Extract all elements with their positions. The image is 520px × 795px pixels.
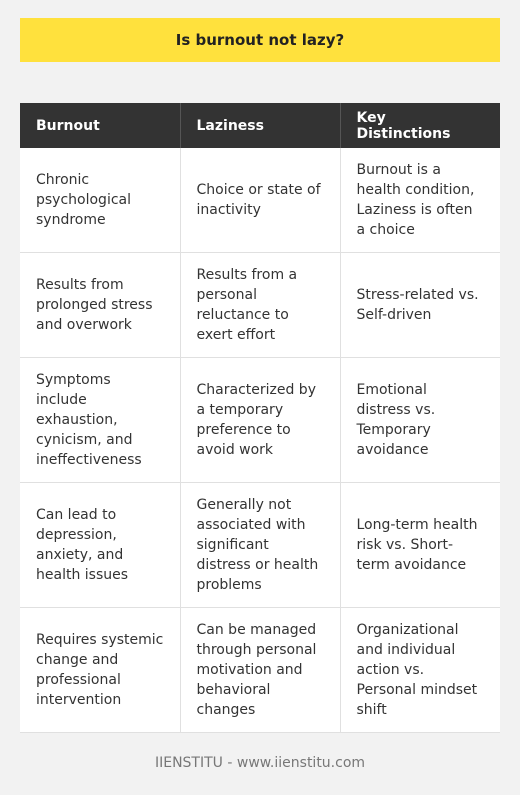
cell-laziness: Results from a personal reluctance to exert effort <box>180 252 340 357</box>
table-row <box>20 607 500 732</box>
page-title: Is burnout not lazy? <box>175 31 345 49</box>
cell-distinction: Long-term health risk vs. Short-term avoidance <box>340 482 500 607</box>
comparison-table <box>20 103 500 733</box>
cell-distinction: Burnout is a health condition, Laziness is often a choice <box>340 148 500 252</box>
cell-distinction: Stress-related vs. Self-driven <box>340 252 500 357</box>
table-header-row <box>20 103 500 148</box>
header-laziness: Laziness <box>180 103 340 148</box>
table-row <box>20 357 500 482</box>
cell-laziness: Choice or state of inactivity <box>180 148 340 252</box>
cell-laziness: Characterized by a temporary preference to avoid work <box>180 357 340 482</box>
cell-burnout: Symptoms include exhaustion, cynicism, and ineffectiveness <box>20 357 180 482</box>
title-banner <box>20 18 500 62</box>
table-row <box>20 148 500 252</box>
footer-credit: IIENSTITU - www.iienstitu.com <box>154 755 366 771</box>
cell-burnout: Chronic psychological syndrome <box>20 148 180 252</box>
table-row <box>20 482 500 607</box>
cell-burnout: Can lead to depression, anxiety, and health issues <box>20 482 180 607</box>
header-key-distinctions: Key Distinctions <box>340 103 500 148</box>
cell-burnout: Results from prolonged stress and overwork <box>20 252 180 357</box>
header-burnout: Burnout <box>20 103 180 148</box>
cell-burnout: Requires systemic change and professional intervention <box>20 607 180 732</box>
cell-laziness: Generally not associated with significant distress or health problems <box>180 482 340 607</box>
cell-distinction: Organizational and individual action vs. Personal mindset shift <box>340 607 500 732</box>
table-row <box>20 252 500 357</box>
cell-laziness: Can be managed through personal motivation and behavioral changes <box>180 607 340 732</box>
cell-distinction: Emotional distress vs. Temporary avoidance <box>340 357 500 482</box>
